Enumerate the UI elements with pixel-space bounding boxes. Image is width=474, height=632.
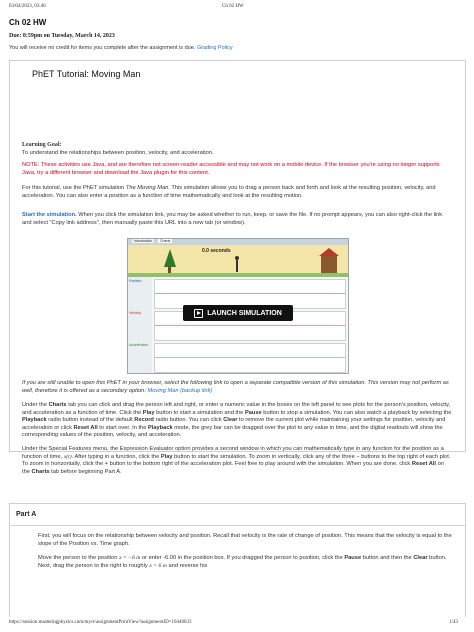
plot-label-velocity: Velocity: [129, 311, 142, 315]
acceleration-plot[interactable]: [154, 343, 346, 373]
part-a-title: Part A: [16, 511, 37, 518]
backup-paragraph: [22, 380, 452, 395]
charts-tab-name: Charts: [48, 402, 67, 408]
charts-paragraph: [22, 402, 452, 440]
charts-text-9: mode, the grey bar can be dragged over the plot to any value in time, and the digital readouts will show the corresponding values of the position, velocity, and acceleration.: [22, 424, 443, 439]
print-header-title: Ch 02 HW: [222, 4, 244, 9]
house-roof-icon: [319, 248, 339, 256]
intro-text-1: For this tutorial, use the PhET simulation: [22, 185, 125, 191]
charts-text-4: button to stop a simulation. You can also watch a playback by selecting the: [263, 409, 452, 416]
special-reset-term: Reset All: [411, 461, 437, 468]
part-a-text-b: or enter -6.00 in the position box. If you dragged the person to position,: [141, 555, 321, 561]
part-a-text-a: Move the person to the position: [38, 555, 118, 561]
part-a-text-f: and reverse his: [168, 562, 208, 569]
special-text-5: tab before beginning Part A.: [51, 468, 122, 475]
sim-time-readout: 0.0 seconds: [202, 248, 231, 254]
sim-tab-charts[interactable]: Charts: [160, 239, 171, 243]
plot-label-acceleration: Acceleration: [129, 343, 149, 347]
assignment-title: Ch 02 HW: [9, 18, 47, 27]
backup-text: If you are still unable to open this PhET in your browser, select the following link to open a separate compatible version of this simulation. This version may not perform as well, therefore it is offered as a secondary option:: [22, 380, 449, 394]
play-term: Play: [142, 409, 155, 416]
start-text: When you click the simulation link, you may be asked whether to run, keep, or save the file. If no prompt appears, you can also right-click the link and select "Copy link address", then manually paste this URL into a new tab (or window).: [22, 212, 443, 226]
print-footer-page: 1/43: [449, 620, 458, 625]
playback-term: Playback: [22, 417, 47, 424]
credit-note: [9, 45, 233, 51]
print-footer-url: https://session.masteringphysics.com/myct/assignmentPrintView?assignmentID=10440633: [9, 620, 192, 625]
charts-text-7: to remove the current plot while maintaining your settings for position, velocity and acceleration or click: [22, 417, 446, 431]
clear-term: Clear: [223, 417, 238, 424]
learning-goal-text: To understand the relationships between position, velocity, and acceleration.: [22, 149, 214, 156]
part-a-pause: Pause: [344, 555, 362, 561]
part-a-text-c: click the: [322, 555, 343, 561]
charts-text-1: Under the: [22, 402, 47, 408]
charts-text-5: radio button instead of the default: [48, 417, 133, 424]
special-play-term: Play: [160, 453, 173, 460]
playback-mode-term: Playback: [147, 424, 173, 431]
charts-text-3: button to start a simulation and the: [156, 409, 244, 416]
part-a-paragraph-2: [38, 555, 458, 570]
part-a-eq-1: x = −6 m: [118, 555, 141, 561]
record-term: Record: [134, 417, 154, 424]
learning-goal-label: Learning Goal:: [22, 142, 62, 148]
tutorial-title: PhET Tutorial: Moving Man: [32, 69, 141, 79]
intro-sim-name: The Moving Man: [125, 185, 169, 191]
simulation-preview[interactable]: [127, 238, 349, 374]
special-charts-term: Charts: [31, 468, 50, 475]
intro-paragraph: [22, 185, 452, 200]
grading-policy-link[interactable]: Grading Policy: [196, 45, 233, 51]
launch-simulation-button[interactable]: [183, 305, 293, 321]
pause-term: Pause: [244, 409, 262, 416]
charts-text-6: radio button. You can click: [155, 417, 222, 424]
charts-text-8: to start over. In the: [99, 424, 147, 431]
credit-note-text: You will receive no credit for items you complete after the assignment is due.: [9, 45, 196, 51]
play-icon: [194, 309, 203, 318]
backup-link[interactable]: Moving Man (backup link): [147, 387, 213, 394]
plot-label-position: Position: [129, 279, 142, 283]
tree-icon: [164, 249, 176, 267]
man-body-icon[interactable]: [236, 260, 238, 272]
special-features-paragraph: [22, 446, 452, 476]
special-text-3: button to start the simulation. To zoom in vertically, click any of the three − buttons to the top right of each plot. To zoom in horizontally, click the + button to the bottom right of the acceleration plot. Feel free to play around with the simulation. When you are done, click: [22, 453, 451, 468]
special-text-4: on the: [22, 461, 444, 475]
sim-left-panel: [128, 277, 152, 373]
intro-text-2: . This simulation allows you to drag a person back and forth and look at the resulting position, velocity, and acceleration. You can also enter a position as a function of time mathematically and look at the resulting motion.: [22, 185, 436, 199]
java-note: NOTE: These activities use Java, and are therefore not screen-reader accessible and may not work on a mobile device. If the browser you're using no longer supports Java, try a different browser and download the Java plugin for this content.: [22, 162, 440, 176]
sim-plots: [128, 277, 348, 373]
charts-text-2: tab you can click and drag the person left and right, or enter a numeric value in the boxes on the left panel to see plots for the person's position, velocity, and acceleration as a function of time. Click the: [22, 402, 451, 416]
start-paragraph: [22, 212, 452, 227]
due-date: Due: 8:59pm on Tuesday, March 14, 2023: [9, 33, 115, 39]
reset-all-term: Reset All: [73, 424, 98, 431]
part-a-text-d: button and then the: [362, 555, 412, 561]
special-text-2: . After typing in a function, click the: [71, 453, 160, 460]
special-text-1: Under the Special Features menu, the Expression Evaluator option provides a second window in which you can mathematically type in any function for the position as a function of time,: [22, 446, 444, 460]
part-a-divider: [9, 525, 465, 526]
sim-scene: [128, 245, 348, 277]
sim-tab-introduction[interactable]: Introduction: [134, 239, 153, 243]
launch-label: LAUNCH SIMULATION: [207, 309, 282, 317]
part-a-clear: Clear: [413, 555, 428, 561]
learning-goal: [22, 142, 452, 157]
special-function: x(t): [63, 453, 72, 460]
part-a-eq-2: x = 6 m: [149, 562, 167, 569]
part-a-paragraph-1: First, you will focus on the relationship between velocity and position. Recall that velocity is the rate of change of position. This means that the velocity is equal to the slope of the Position vs. Time graph.: [38, 533, 452, 547]
start-simulation-link[interactable]: Start the simulation.: [22, 212, 77, 218]
part-a-text-e: button. Next, drag the person to the right to roughly: [38, 555, 447, 569]
print-header-datetime: 03/04/2023, 03:40: [9, 4, 46, 9]
house-icon: [321, 255, 337, 273]
